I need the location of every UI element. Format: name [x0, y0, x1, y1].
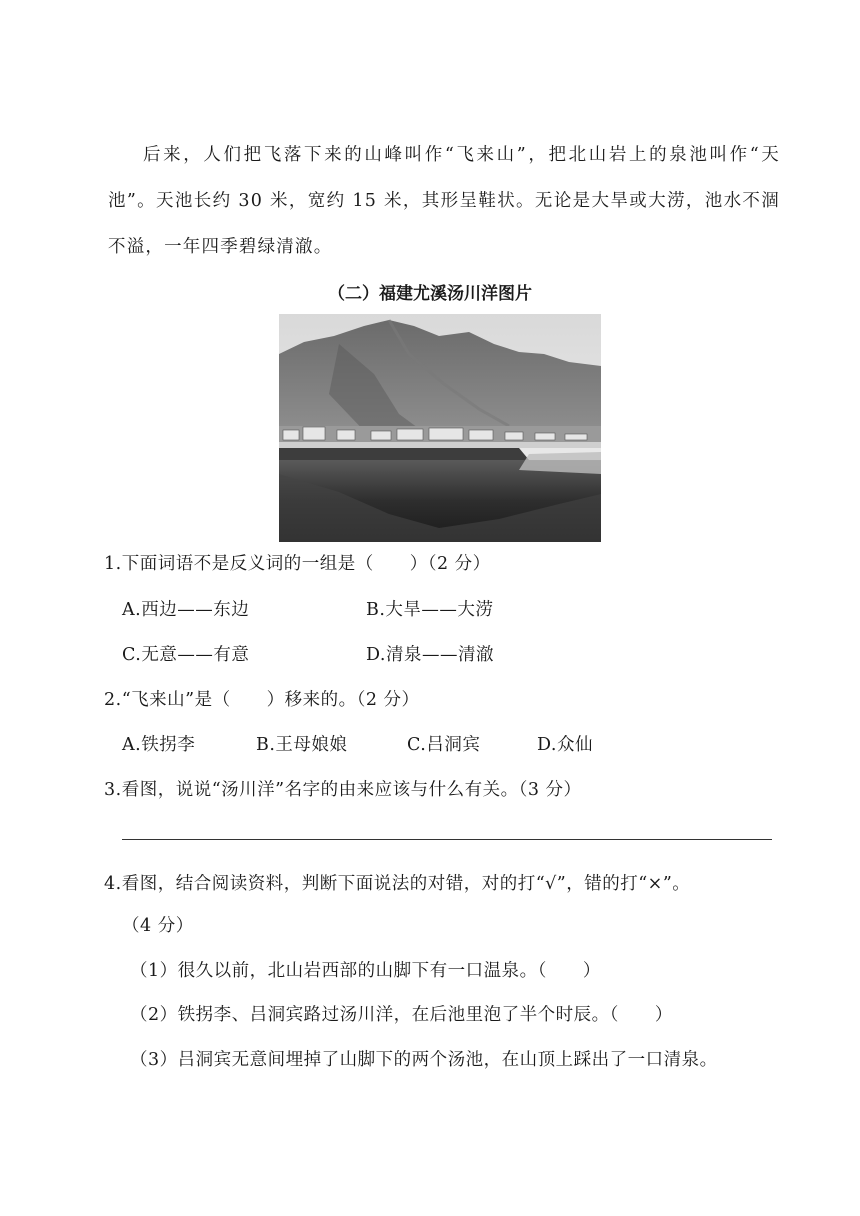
photo-caption: （二）福建尤溪汤川洋图片: [328, 284, 532, 304]
question-3-answer-line[interactable]: [122, 839, 772, 840]
riverbank: [279, 442, 601, 448]
question-1-option-b[interactable]: B.大旱——大涝: [366, 600, 494, 620]
question-2-option-c[interactable]: C.吕洞宾: [407, 735, 481, 755]
question-4-points: （4 分）: [122, 916, 194, 936]
question-4-item-2: （2）铁拐李、吕洞宾路过汤川洋，在后池里泡了半个时辰。（ ）: [130, 1005, 673, 1025]
question-4-item-1: （1）很久以前，北山岩西部的山脚下有一口温泉。（ ）: [130, 961, 601, 981]
question-1-stem: 1.下面词语不是反义词的一组是（ ）（2 分）: [104, 554, 491, 574]
question-4-stem: 4.看图，结合阅读资料，判断下面说法的对错，对的打“√”，错的打“×”。: [104, 874, 691, 894]
question-1-option-a[interactable]: A.西边——东边: [122, 600, 250, 620]
landscape-photo: [279, 314, 601, 542]
passage-paragraph: [108, 132, 780, 270]
question-4-item-3: （3）吕洞宾无意间埋掉了山脚下的两个汤池，在山顶上踩出了一口清泉。: [130, 1050, 718, 1070]
question-2-option-b[interactable]: B.王母娘娘: [256, 735, 348, 755]
question-1-option-d[interactable]: D.清泉——清澈: [366, 645, 494, 665]
question-2-option-a[interactable]: A.铁拐李: [122, 735, 196, 755]
question-2-stem: 2.“飞来山”是（ ）移来的。（2 分）: [104, 690, 420, 710]
question-1-option-c[interactable]: C.无意——有意: [122, 645, 250, 665]
question-3-stem: 3.看图，说说“汤川洋”名字的由来应该与什么有关。（3 分）: [104, 780, 582, 800]
passage-text: 后来，人们把飞落下来的山峰叫作“飞来山”，把北山岩上的泉池叫作“天池”。天池长约 30 米，宽约 15 米，其形呈鞋状。无论是大旱或大涝，池水不涸不溢，一年四季碧绿清澈。: [108, 145, 780, 257]
question-2-option-d[interactable]: D.众仙: [537, 735, 593, 755]
